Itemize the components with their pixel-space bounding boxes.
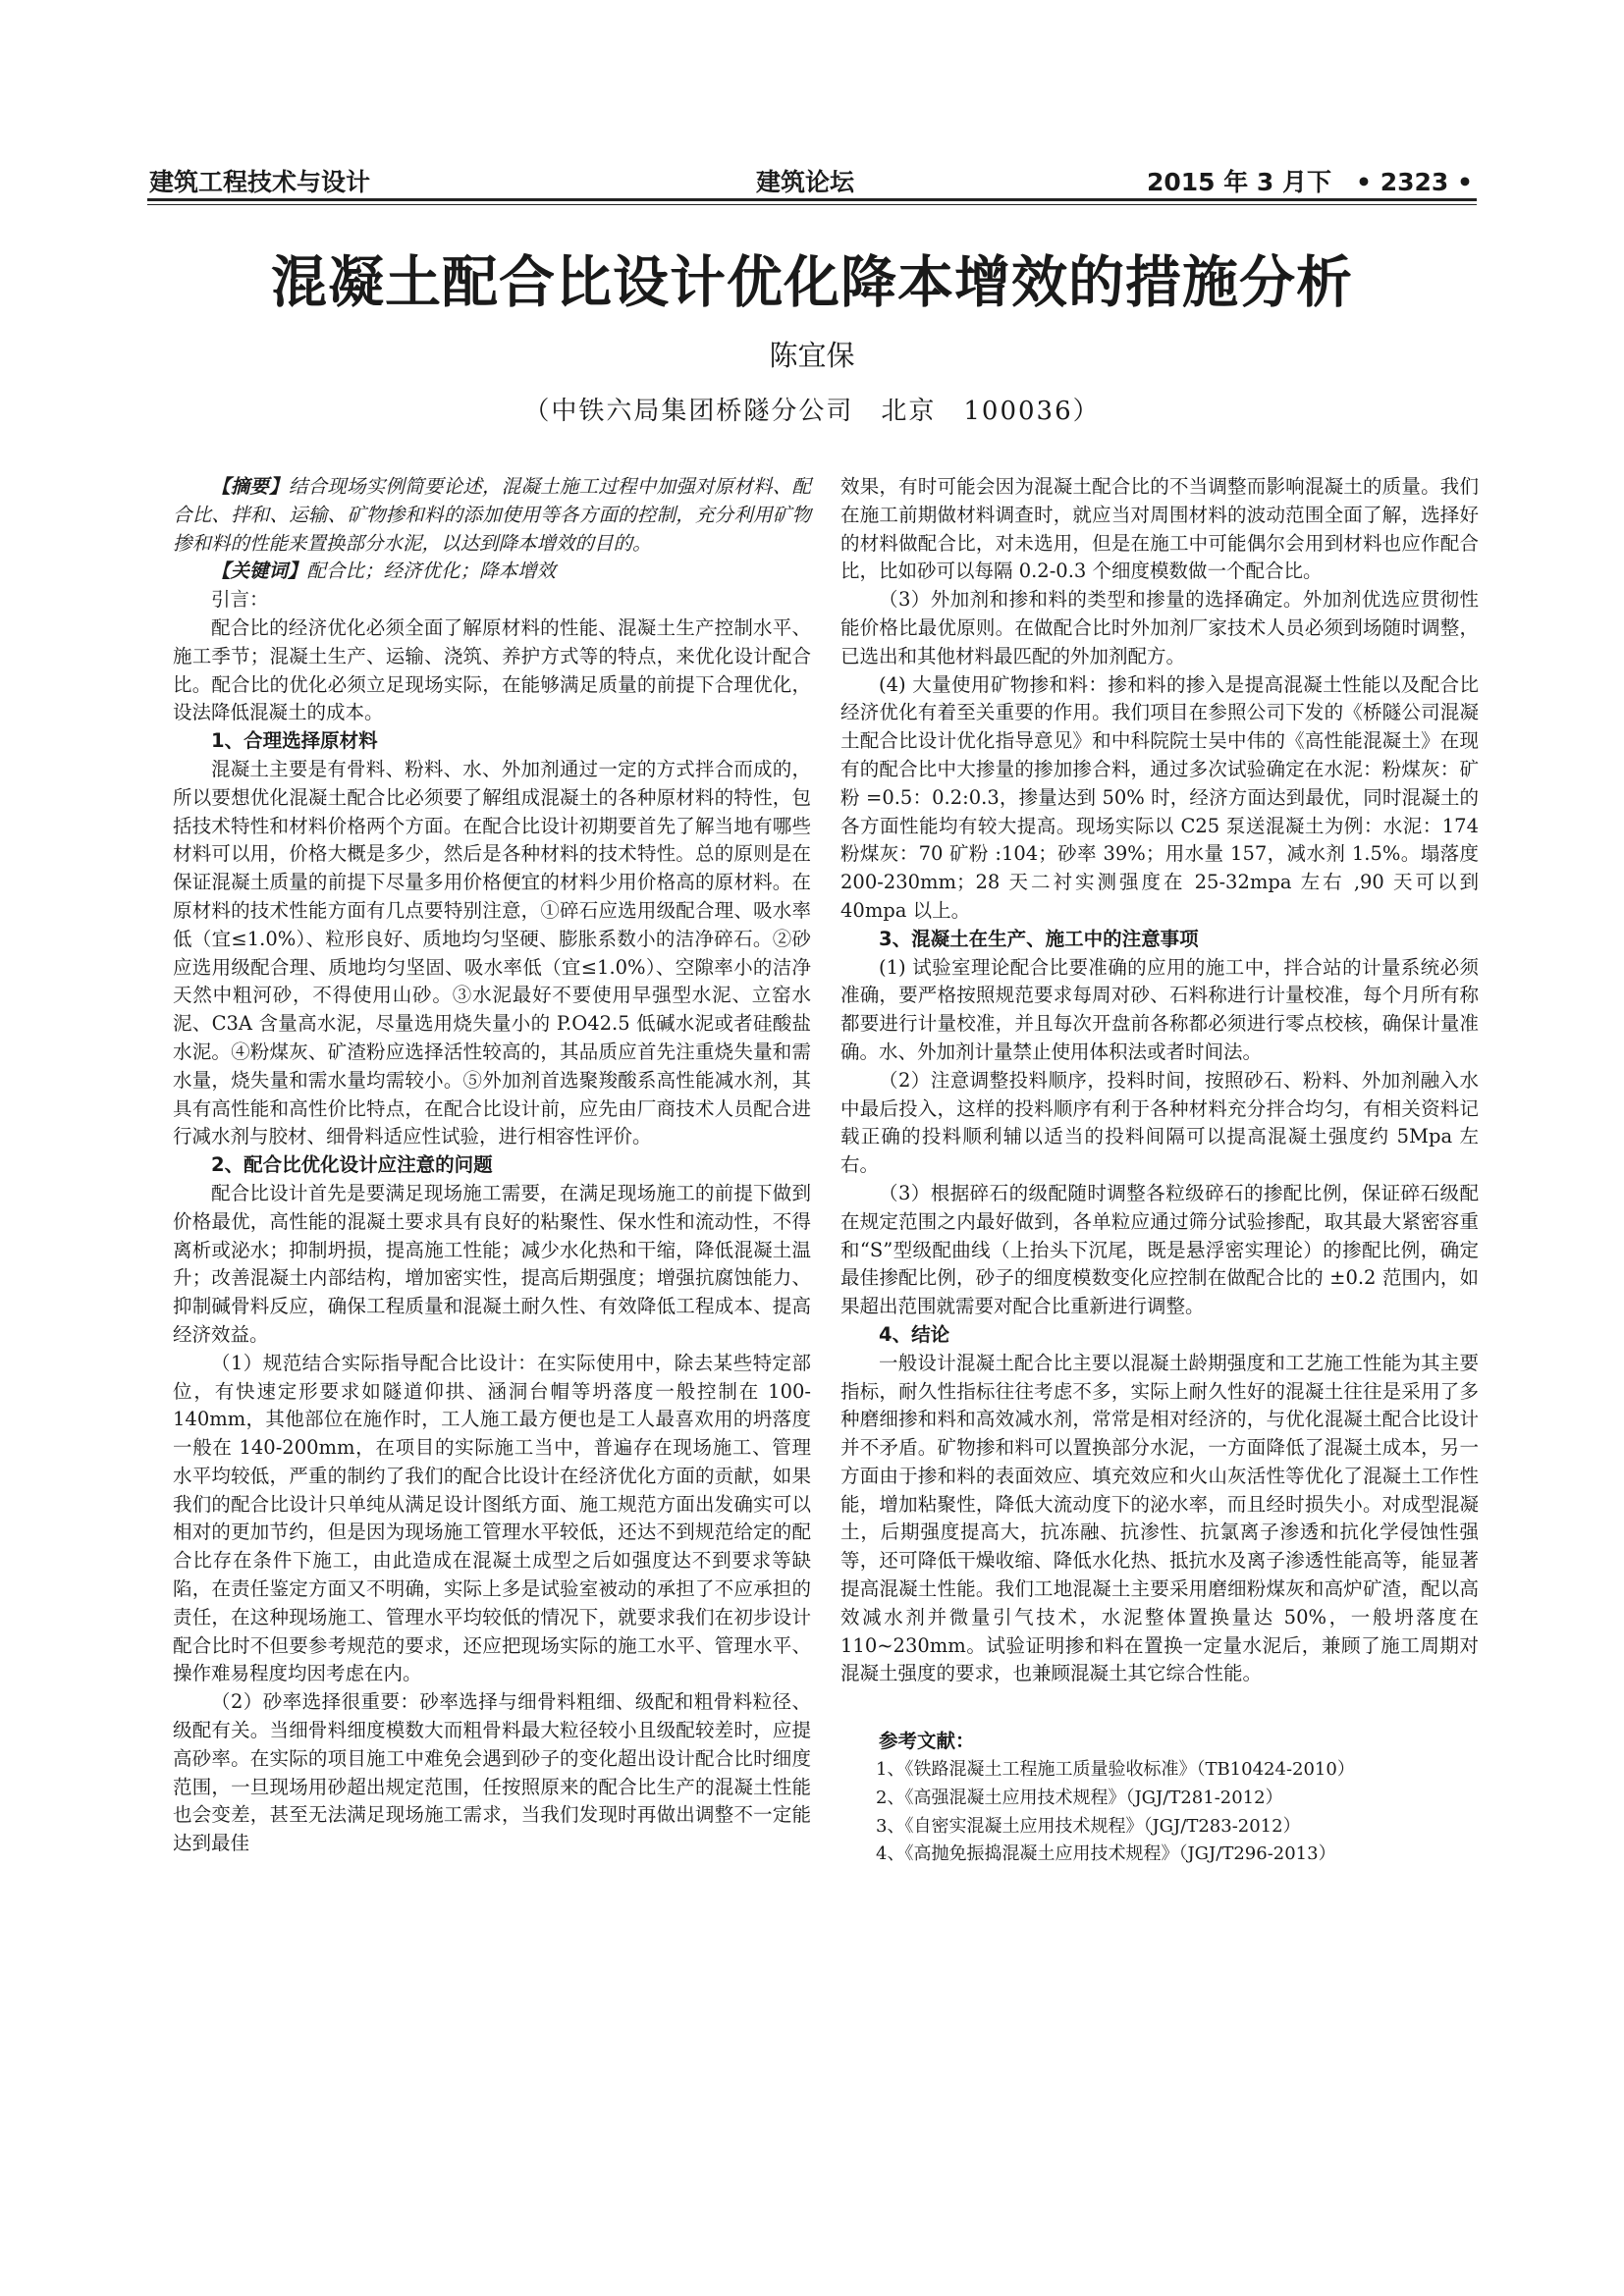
section-4-heading: 4、结论 (879, 1322, 950, 1346)
right-column (840, 473, 1479, 1869)
issue-and-page (1147, 163, 1473, 198)
keywords-label: 【关键词】 (211, 560, 307, 583)
issue-date: 2015 年 3 月下 (1146, 168, 1332, 196)
references-heading: 参考文献： (879, 1730, 975, 1753)
abstract-label: 【摘要】 (211, 475, 289, 498)
affiliation: （中铁六局集团桥隧分公司 北京 100036） (523, 397, 1101, 426)
keywords-text: 配合比；经济优化；降本增效 (306, 560, 557, 583)
section-3-heading: 3、混凝土在生产、施工中的注意事项 (879, 927, 1199, 950)
continued-paragraph: 效果，有时可能会因为混凝土配合比的不当调整而影响混凝土的质量。我们在施工前期做材料调查时，就应当对周围材料的波动范围全面了解，选择好的材料做配合比，对未选用，但是在施工中可能偶尔会用到材料也应作配合比，比如砂可以每隔 0.2-0.3 个细度模数做一个配合比。 (840, 475, 1479, 583)
section-2-heading: 2、配合比优化设计应注意的问题 (211, 1153, 493, 1177)
article-title: 混凝土配合比设计优化降本增效的措施分析 (271, 249, 1353, 315)
conclusion-paragraph: 一般设计混凝土配合比主要以混凝土龄期强度和工艺施工性能为其主要指标，耐久性指标往往考虑不多，实际上耐久性好的混凝土往往是采用了多种磨细掺和料和高效减水剂，常常是相对经济的，与优化混凝土配合比设计并不矛盾。矿物掺和料可以置换部分水泥，一方面降低了混凝土成本，另一方面由于掺和料的表面效应、填充效应和火山灰活性等优化了混凝土工作性能，增加粘聚性，降低大流动度下的泌水率，而且经时损失小。对成型混凝土，后期强度提高大，抗冻融、抗渗性、抗氯离子渗透和抗化学侵蚀性强等，还可降低干燥收缩、降低水化热、抵抗水及离子渗透性能高等，能显著提高混凝土性能。我们工地混凝土主要采用磨细粉煤灰和高炉矿渣，配以高效减水剂并微量引气技术，水泥整体置换量达 50%，一般坍落度在 110~230mm。试验证明掺和料在置换一定量水泥后，兼顾了施工周期对混凝土强度的要求，也兼顾混凝土其它综合性能。 (840, 1351, 1479, 1685)
section-2-item-3: （3）外加剂和掺和料的类型和掺量的选择确定。外加剂优选应贯彻性能价格比最优原则。在做配合比时外加剂厂家技术人员必须到场随时调整，已选出和其他材料最匹配的外加剂配方。 (840, 588, 1479, 667)
header-rule-thick (147, 198, 1477, 201)
header-rule-thin (147, 204, 1477, 205)
intro-heading: 引言： (211, 588, 269, 612)
keywords (173, 558, 811, 586)
reference-item: 2、《高强混凝土应用技术规程》（JGJ/T281-2012） (876, 1787, 1283, 1808)
reference-item: 1、《铁路混凝土工程施工质量验收标准》（TB10424-2010） (876, 1759, 1355, 1781)
reference-item: 4、《高抛免振捣混凝土应用技术规程》（JGJ/T296-2013） (876, 1843, 1336, 1865)
section-1-paragraph: 混凝土主要是有骨料、粉料、水、外加剂通过一定的方式拌合而成的，所以要想优化混凝土配合比必须要了解组成混凝土的各种原材料的特性，包括技术特性和材料价格两个方面。在配合比设计初期要首先了解当地有哪些材料可以用，价格大概是多少，然后是各种材料的技术特性。总的原则是在保证混凝土质量的前提下尽量多用价格便宜的材料少用价格高的原材料。在原材料的技术性能方面有几点要特别注意，①碎石应选用级配合理、吸水率低（宜≤1.0%）、粒形良好、质地均匀坚硬、膨胀系数小的洁净碎石。②砂应选用级配合理、质地均匀坚固、吸水率低（宜≤1.0%）、空隙率小的洁净天然中粗河砂，不得使用山砂。③水泥最好不要使用早强型水泥、立窑水泥、C3A 含量高水泥，尽量选用烧失量小的 P.O42.5 低碱水泥或者硅酸盐水泥。④粉煤灰、矿渣粉应选择活性较高的，其品质应首先注重烧失量和需水量，烧失量和需水量均需较小。⑤外加剂首选聚羧酸系高性能减水剂，其具有高性能和高性价比特点，在配合比设计前，应先由厂商技术人员配合进行减水剂与胶材、细骨料适应性试验，进行相容性评价。 (173, 757, 811, 1148)
reference-item: 3、《自密实混凝土应用技术规程》（JGJ/T283-2012） (876, 1815, 1301, 1837)
section-3-item-3: （3）根据碎石的级配随时调整各粒级碎石的掺配比例，保证碎石级配在规定范围之内最好做到，各单粒应通过筛分试验掺配，取其最大紧密容重和“S”型级配曲线（上抬头下沉尾，既是悬浮密实理论）的掺配比例，确定最佳掺配比例，砂子的细度模数变化应控制在做配合比的 ±0.2 范围内，如果超出范围就需要对配合比重新进行调整。 (840, 1181, 1479, 1318)
references (840, 1728, 1479, 1869)
abstract-text: 结合现场实例简要论述，混凝土施工过程中加强对原材料、配合比、拌和、运输、矿物掺和料的添加使用等各方面的控制，充分利用矿物掺和料的性能来置换部分水泥，以达到降本增效的目的。 (173, 475, 811, 555)
intro-paragraph: 配合比的经济优化必须全面了解原材料的性能、混凝土生产控制水平、施工季节；混凝土生产、运输、浇筑、养护方式等的特点，来优化设计配合比。配合比的优化必须立足现场实际，在能够满足质量的前提下合理优化，设法降低混凝土的成本。 (173, 615, 811, 724)
section-3-item-2: （2）注意调整投料顺序，投料时间，按照砂石、粉料、外加剂融入水中最后投入，这样的投料顺序有利于各种材料充分拌合均匀，有相关资料记载正确的投料顺利辅以适当的投料间隔可以提高混凝土强度约 5Mpa 左右。 (840, 1068, 1479, 1177)
running-header (147, 163, 1477, 198)
author: 陈宜保 (769, 339, 855, 372)
section-3-item-1: (1) 试验室理论配合比要准确的应用的施工中，拌合站的计量系统必须准确，要严格按照规范要求每周对砂、石料称进行计量校准，每个月所有称都要进行计量校准，并且每次开盘前各称都必须进行零点校核，确保计量准确。水、外加剂计量禁止使用体积法或者时间法。 (840, 955, 1479, 1063)
left-column (173, 473, 811, 1858)
section-2-paragraph: 配合比设计首先是要满足现场施工需要，在满足现场施工的前提下做到价格最优，高性能的混凝土要求具有良好的粘聚性、保水性和流动性，不得离析或泌水；抑制坍损，提高施工性能；减少水化热和干缩，降低混凝土温升；改善混凝土内部结构，增加密实性，提高后期强度；增强抗腐蚀能力、抑制碱骨料反应，确保工程质量和混凝土耐久性、有效降低工程成本、提高经济效益。 (173, 1181, 811, 1346)
section-2-item-2: （2）砂率选择很重要：砂率选择与细骨料粗细、级配和粗骨料粒径、级配有关。当细骨料细度模数大而粗骨料最大粒径较小且级配较差时，应提高砂率。在实际的项目施工中难免会遇到砂子的变化超出设计配合比时细度范围，一旦现场用砂超出规定范围，任按照原来的配合比生产的混凝土性能也会变差，甚至无法满足现场施工需求，当我们发现时再做出调整不一定能达到最佳 (173, 1690, 811, 1855)
section-name: 建筑论坛 (756, 168, 855, 196)
section-1-heading: 1、合理选择原材料 (211, 729, 378, 753)
page-number: • 2323 • (1356, 168, 1473, 196)
section-2-item-4: (4) 大量使用矿物掺和料：掺和料的掺入是提高混凝土性能以及配合比经济优化有着至关重要的作用。我们项目在参照公司下发的《桥隧公司混凝土配合比设计优化指导意见》和中科院院士吴中伟的《高性能混凝土》在现有的配合比中大掺量的掺加掺合料，通过多次试验确定在水泥：粉煤灰：矿粉 =0.5：0.2:0.3，掺量达到 50% 时，经济方面达到最优，同时混凝土的各方面性能均有较大提高。现场实际以 C25 泵送混凝土为例：水泥：174 粉煤灰：70 矿粉 :104；砂率 39%；用水量 157，减水剂 1.5%。塌落度 200-230mm；28 天二衬实测强度在 25-32mpa 左右 ,90 天可以到 40mpa 以上。 (840, 672, 1479, 922)
journal-name: 建筑工程技术与设计 (149, 168, 371, 196)
abstract (173, 473, 811, 558)
section-2-item-1: （1）规范结合实际指导配合比设计：在实际使用中，除去某些特定部位，有快速定形要求如隧道仰拱、涵洞台帽等坍落度一般控制在 100-140mm，其他部位在施作时，工人施工最方便也是工人最喜欢用的坍落度一般在 140-200mm，在项目的实际施工当中，普遍存在现场施工、管理水平均较低，严重的制约了我们的配合比设计在经济优化方面的贡献，如果我们的配合比设计只单纯从满足设计图纸方面、施工规范方面出发确实可以相对的更加节约，但是因为现场施工管理水平较低，还达不到规范给定的配合比存在条件下施工，由此造成在混凝土成型之后如强度达不到要求等缺陷，在责任鉴定方面又不明确，实际上多是试验室被动的承担了不应承担的责任，在这种现场施工、管理水平均较低的情况下，就要求我们在初步设计配合比时不但要参考规范的要求，还应把现场实际的施工水平、管理水平、操作难易程度均因考虑在内。 (173, 1351, 811, 1685)
